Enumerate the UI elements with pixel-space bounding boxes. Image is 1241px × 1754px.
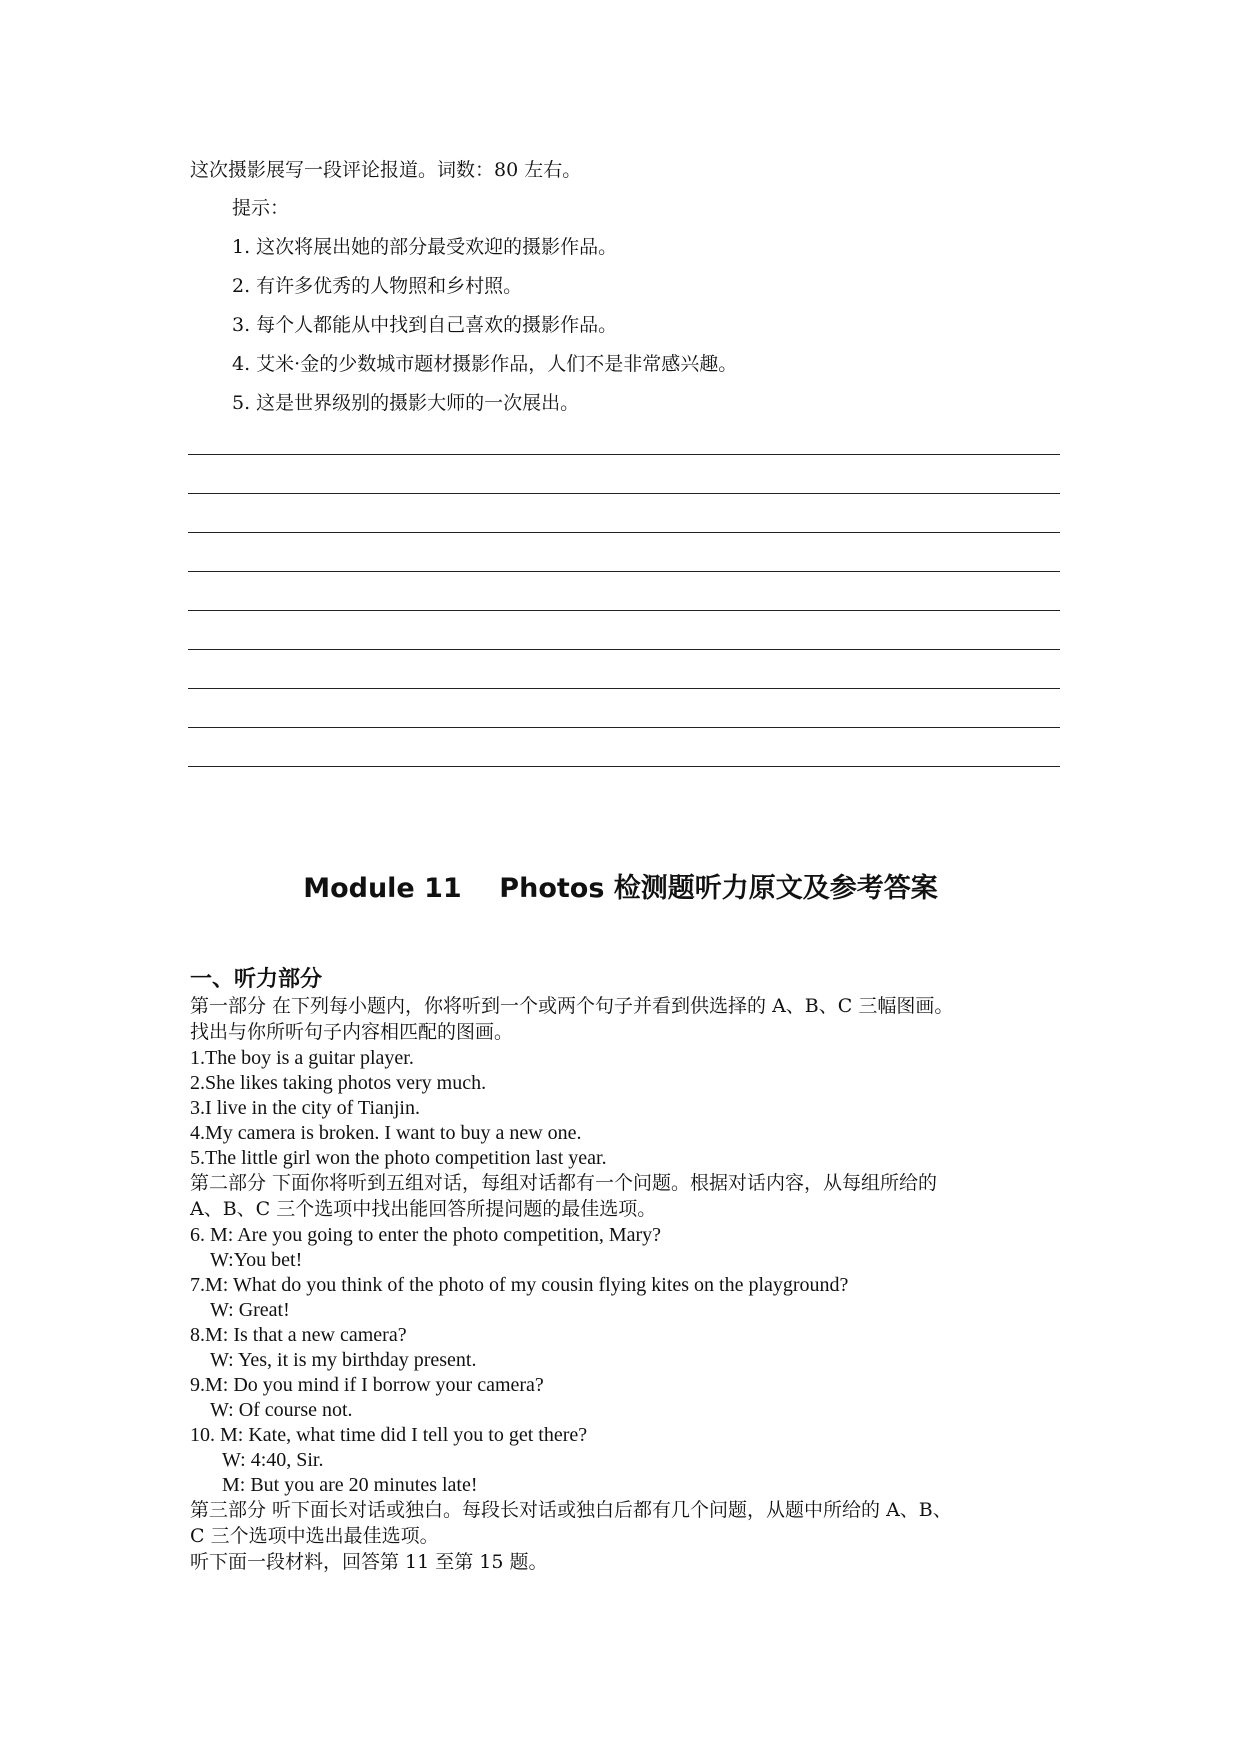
writing-line (188, 766, 1060, 767)
writing-line (188, 532, 1060, 533)
writing-line (188, 571, 1060, 572)
part3-instructions: 第三部分 听下面长对话或独白。每段长对话或独白后都有几个问题，从题中所给的 A、B、 (190, 1499, 952, 1521)
writing-line (188, 610, 1060, 611)
hint-item: 4. 艾米·金的少数城市题材摄影作品，人们不是非常感兴趣。 (232, 353, 738, 375)
dialog-line: 9.M: Do you mind if I borrow your camera? (190, 1374, 544, 1396)
writing-line (188, 454, 1060, 455)
hint-item: 2. 有许多优秀的人物照和乡村照。 (232, 275, 523, 297)
part2-instructions: 第二部分 下面你将听到五组对话，每组对话都有一个问题。根据对话内容，从每组所给的 (190, 1172, 938, 1194)
section-heading: 一、听力部分 (190, 967, 323, 992)
dialog-line: W:You bet! (210, 1249, 303, 1271)
dialog-line: 8.M: Is that a new camera? (190, 1324, 407, 1346)
part2-instructions-cont: A、B、C 三个选项中找出能回答所提问题的最佳选项。 (190, 1198, 657, 1220)
part1-instructions-cont: 找出与你所听句子内容相匹配的图画。 (190, 1021, 514, 1043)
hint-item: 3. 每个人都能从中找到自己喜欢的摄影作品。 (232, 314, 618, 336)
part3-material-note: 听下面一段材料，回答第 11 至第 15 题。 (190, 1551, 548, 1573)
hint-item: 5. 这是世界级别的摄影大师的一次展出。 (232, 392, 580, 414)
hint-item: 1. 这次将展出她的部分最受欢迎的摄影作品。 (232, 236, 618, 258)
dialog-line: 7.M: What do you think of the photo of my cousin flying kites on the playground? (190, 1274, 849, 1296)
sentence-item: 3.I live in the city of Tianjin. (190, 1097, 420, 1119)
sentence-item: 4.My camera is broken. I want to buy a new one. (190, 1122, 582, 1144)
writing-line (188, 688, 1060, 689)
writing-line (188, 727, 1060, 728)
hint-label: 提示： (232, 197, 290, 219)
sentence-item: 2.She likes taking photos very much. (190, 1072, 487, 1094)
dialog-line: W: 4:40, Sir. (222, 1449, 324, 1471)
writing-line (188, 493, 1060, 494)
writing-intro: 这次摄影展写一段评论报道。词数：80 左右。 (190, 159, 582, 181)
dialog-line: 10. M: Kate, what time did I tell you to get there? (190, 1424, 588, 1446)
writing-line (188, 649, 1060, 650)
dialog-line: W: Yes, it is my birthday present. (210, 1349, 477, 1371)
dialog-line: W: Of course not. (210, 1399, 353, 1421)
part1-instructions: 第一部分 在下列每小题内，你将听到一个或两个句子并看到供选择的 A、B、C 三幅图画。 (190, 995, 954, 1017)
dialog-line: M: But you are 20 minutes late! (222, 1474, 478, 1496)
dialog-line: 6. M: Are you going to enter the photo competition, Mary? (190, 1224, 662, 1246)
dialog-line: W: Great! (210, 1299, 290, 1321)
part3-instructions-cont: C 三个选项中选出最佳选项。 (190, 1525, 439, 1547)
sentence-item: 1.The boy is a guitar player. (190, 1047, 414, 1069)
sentence-item: 5.The little girl won the photo competition last year. (190, 1147, 607, 1169)
page-title: Module 11 Photos 检测题听力原文及参考答案 (303, 873, 938, 904)
